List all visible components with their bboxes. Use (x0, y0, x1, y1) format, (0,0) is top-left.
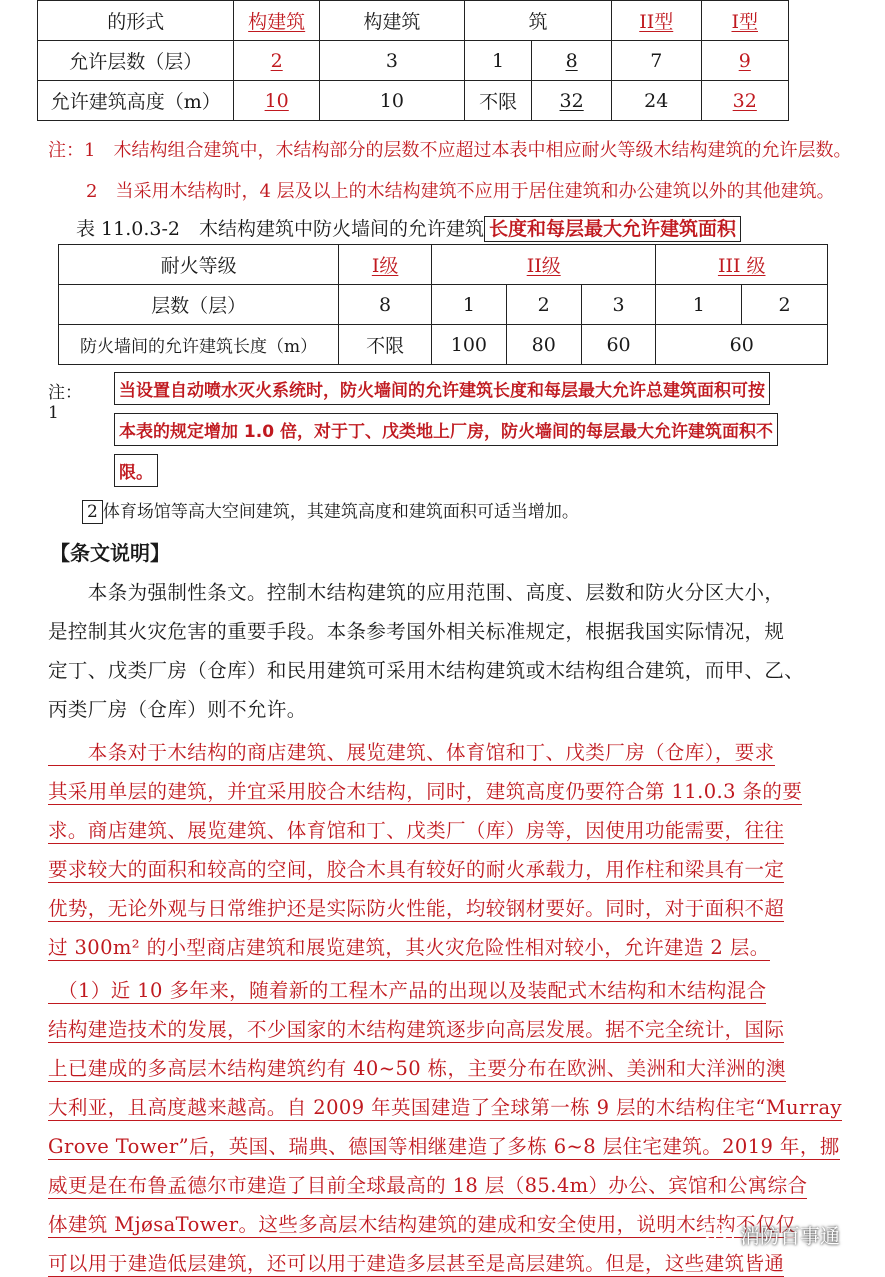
table-cell: 1 (464, 41, 531, 81)
table-cell: I级 (339, 245, 432, 285)
table-cell: 3 (319, 41, 464, 81)
table-cell: 不限 (339, 325, 432, 365)
table2-note-2 (82, 497, 579, 522)
table-cell: 3 (581, 285, 656, 325)
paragraph-line: Grove Tower”后，英国、瑞典、德国等相继建造了多栋 6~8 层住宅建筑。2019 年，挪 (48, 1135, 840, 1158)
table-cell: 8 (339, 285, 432, 325)
table-cell: 防火墙间的允许建筑长度（m） (59, 325, 339, 365)
table-cell: 24 (612, 81, 702, 121)
table-cell: 构建筑 (319, 1, 464, 41)
table-cell: II型 (612, 1, 702, 41)
table-row (38, 41, 789, 81)
table-cell: 层数（层） (59, 285, 339, 325)
note-number: 2 (82, 500, 103, 524)
table-row (38, 1, 789, 41)
paragraph-line: 体建筑 MjøsaTower。这些多高层木结构建筑的建成和安全使用，说明木结构不仅仅 (48, 1213, 796, 1236)
note-box-line: 限。 (114, 454, 158, 487)
paragraph-line: 要求较大的面积和较高的空间，胶合木具有较好的耐火承载力，用作柱和梁具有一定 (48, 858, 785, 881)
table-cell: 允许层数（层） (38, 41, 234, 81)
table-row (38, 81, 789, 121)
table-cell: 1 (431, 285, 506, 325)
paragraph-line: 定丁、戊类厂房（仓库）和民用建筑可采用木结构建筑或木结构组合建筑，而甲、乙、 (48, 659, 805, 682)
paragraph-line: 其采用单层的建筑，并宜采用胶合木结构，同时，建筑高度仍要符合第 11.0.3 条的要 (48, 780, 803, 803)
table-cell: 32 (701, 81, 789, 121)
table2-caption (76, 214, 741, 241)
caption-prefix: 表 11.0.3-2 木结构建筑中防火墙间的允许建筑 (76, 218, 484, 240)
table-row (59, 285, 828, 325)
table-cell: 1 (656, 285, 742, 325)
table-cell: 100 (431, 325, 506, 365)
note-label: 注：1 (48, 383, 82, 423)
paragraph-line: 威更是在布鲁孟德尔市建造了目前全球最高的 18 层（85.4m）办公、宾馆和公寓综合 (48, 1174, 808, 1197)
table-cell: II级 (431, 245, 655, 285)
paragraph-line: 是控制其火灾危害的重要手段。本条参考国外相关标准规定，根据我国实际情况，规 (48, 620, 785, 643)
section-heading: 【条文说明】 (50, 541, 170, 565)
table-cell: 2 (234, 41, 319, 81)
table-cell: 32 (532, 81, 612, 121)
table-row (59, 325, 828, 365)
note-box-line: 本表的规定增加 1.0 倍，对于丁、戊类地上厂房，防火墙间的每层最大允许建筑面积不 (114, 413, 778, 446)
table-cell: 60 (656, 325, 828, 365)
table-row (59, 245, 828, 285)
table-cell: I型 (701, 1, 789, 41)
watermark-text: 消防百事通 (740, 1223, 840, 1248)
table1-note-2: 2 当采用木结构时，4 层及以上的木结构建筑不应用于居住建筑和办公建筑以外的其他建筑。 (86, 181, 835, 202)
paragraph-line: 优势，无论外观与日常维护还是实际防火性能，均较钢材要好。同时，对于面积不超 (48, 897, 785, 920)
paragraph-line: 可以用于建造低层建筑，还可以用于建造多层甚至是高层建筑。但是，这些建筑皆通 (48, 1252, 785, 1275)
table-cell: 2 (506, 285, 581, 325)
paragraph-line: （1）近 10 多年来，随着新的工程木产品的出现以及装配式木结构和木结构混合 (48, 979, 767, 1002)
note-text: 体育场馆等高大空间建筑，其建筑高度和建筑面积可适当增加。 (102, 502, 579, 522)
paragraph-line: 结构建造技术的发展，不少国家的木结构建筑逐步向高层发展。据不完全统计，国际 (48, 1018, 785, 1041)
table-cell: 80 (506, 325, 581, 365)
table-cell: 7 (612, 41, 702, 81)
table-cell: 筑 (464, 1, 611, 41)
height-floors-table (37, 0, 789, 121)
paragraph-line: 大利亚，且高度越来越高。自 2009 年英国建造了全球第一栋 9 层的木结构住宅“Murray (48, 1096, 842, 1119)
table-cell: 耐火等级 (59, 245, 339, 285)
table-cell: 允许建筑高度（m） (38, 81, 234, 121)
table1-note-1: 注：1 木结构组合建筑中，木结构部分的层数不应超过本表中相应耐火等级木结构建筑的允许层数。 (48, 140, 852, 161)
table-cell: 构建筑 (234, 1, 319, 41)
caption-highlight: 长度和每层最大允许建筑面积 (484, 216, 741, 242)
paragraph-line: 丙类厂房（仓库）则不允许。 (48, 698, 307, 721)
table-cell: 的形式 (38, 1, 234, 41)
table-cell: 2 (742, 285, 828, 325)
table-cell: 不限 (464, 81, 531, 121)
paragraph-line: 上已建成的多高层木结构建筑约有 40~50 栋，主要分布在欧洲、美洲和大洋洲的澳 (48, 1057, 786, 1080)
table-cell: 60 (581, 325, 656, 365)
paragraph-line: 过 300m² 的小型商店建筑和展览建筑，其火灾危险性相对较小，允许建造 2 层。 (48, 936, 770, 959)
table-cell: III 级 (656, 245, 828, 285)
table-cell: 10 (234, 81, 319, 121)
table-cell: 9 (701, 41, 789, 81)
table-cell: 8 (532, 41, 612, 81)
firewall-length-table (58, 244, 828, 365)
table-cell: 10 (319, 81, 464, 121)
wechat-icon (704, 1221, 734, 1247)
paragraph-line: 求。商店建筑、展览建筑、体育馆和丁、戊类厂（库）房等，因使用功能需要，往往 (48, 819, 785, 842)
watermark (704, 1216, 854, 1252)
paragraph-line: 本条为强制性条文。控制木结构建筑的应用范围、高度、层数和防火分区大小， (48, 581, 785, 604)
note-box-line: 当设置自动喷水灭火系统时，防火墙间的允许建筑长度和每层最大允许总建筑面积可按 (114, 372, 770, 405)
paragraph-line: 本条对于木结构的商店建筑、展览建筑、体育馆和丁、戊类厂房（仓库），要求 (48, 741, 775, 764)
